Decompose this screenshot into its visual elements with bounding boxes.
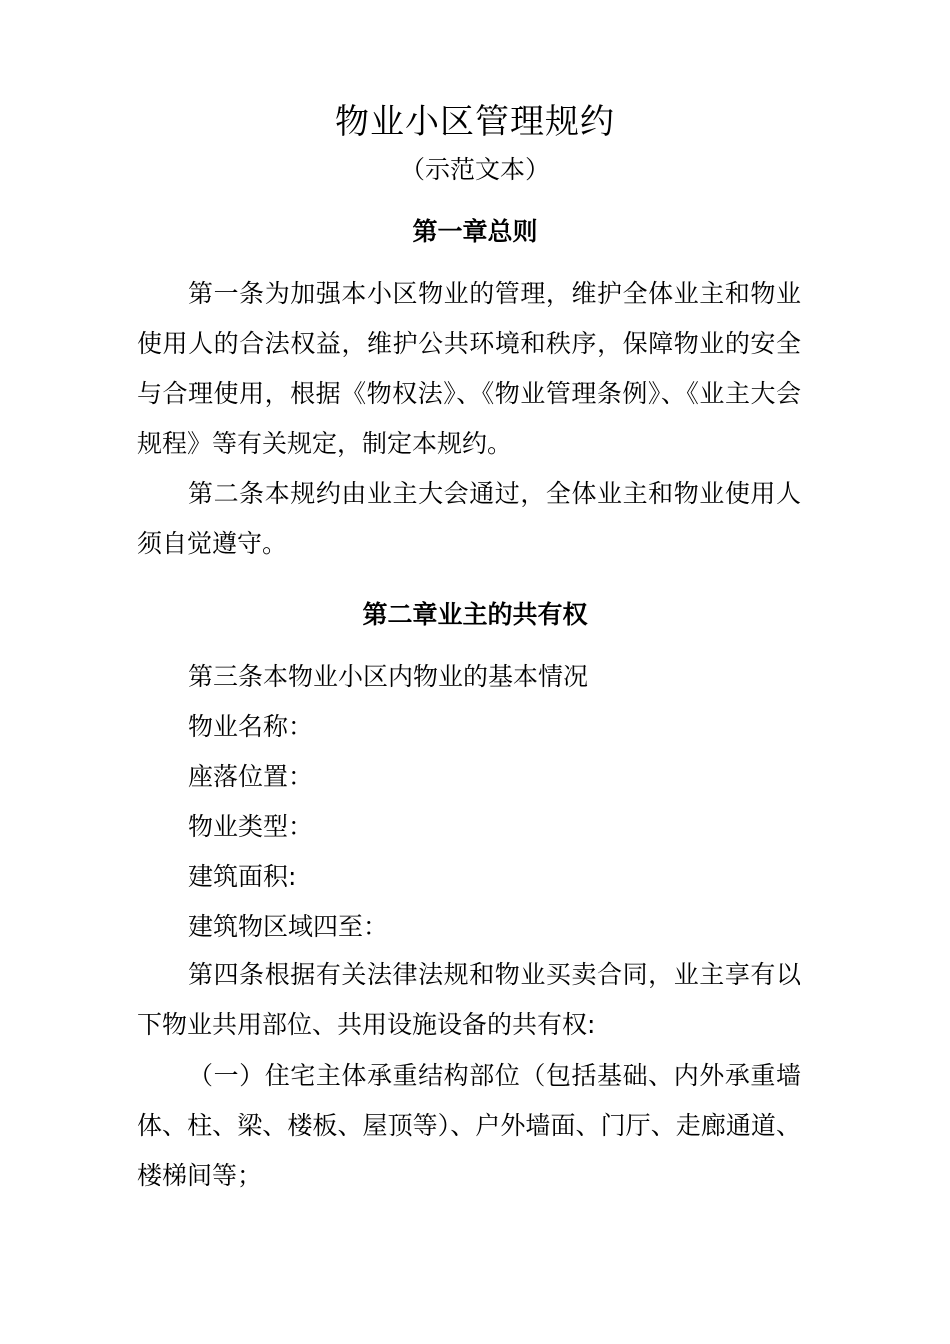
- chapter-heading-1: 第一章总则: [412, 217, 538, 246]
- field-property-type: 物业类型：: [188, 812, 314, 841]
- field-property-name: 物业名称：: [188, 712, 314, 741]
- article-2: 第二条本规约由业主大会通过，全体业主和物业使用人须自觉遵守。: [137, 479, 801, 558]
- document-title: 物业小区管理规约: [335, 102, 615, 142]
- article-4-item-1: （一）住宅主体承重结构部位（包括基础、内外承重墙体、柱、梁、楼板、屋顶等）、户外墙面、门厅、走廊通道、楼梯间等；: [137, 1061, 801, 1190]
- field-building-area: 建筑面积:: [188, 862, 297, 891]
- field-boundary: 建筑物区域四至：: [188, 912, 389, 941]
- article-3: 第三条本物业小区内物业的基本情况: [188, 662, 589, 691]
- article-1: 第一条为加强本小区物业的管理，维护全体业主和物业使用人的合法权益，维护公共环境和秩序，保障物业的安全与合理使用，根据《物权法》、《物业管理条例》、《业主大会规程》等有关规定，制定本规约。: [137, 279, 801, 458]
- document-subtitle: （示范文本）: [399, 155, 550, 184]
- article-4: 第四条根据有关法律法规和物业买卖合同，业主享有以下物业共用部位、共用设施设备的共有权:: [137, 960, 801, 1039]
- chapter-heading-2: 第二章业主的共有权: [362, 600, 588, 629]
- field-location: 座落位置：: [188, 762, 314, 791]
